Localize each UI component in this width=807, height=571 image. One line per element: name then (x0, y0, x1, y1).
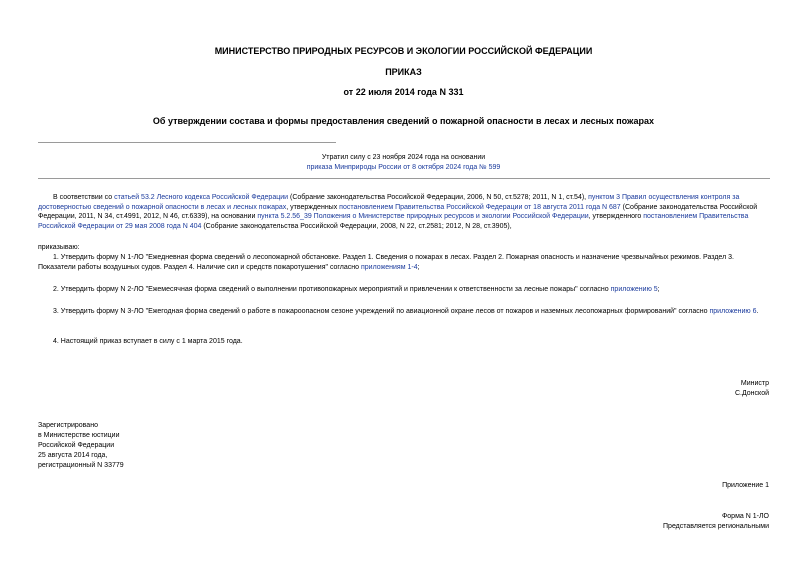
appendix-5-link[interactable]: приложению 5 (610, 286, 658, 293)
item-3-end: . (756, 308, 759, 315)
registration-line-5: регистрационный N 33779 (38, 462, 124, 469)
appendix-label: Приложение 1 (722, 482, 769, 489)
status-note (0, 153, 807, 173)
ministry-heading: МИНИСТЕРСТВО ПРИРОДНЫХ РЕСУРСОВ И ЭКОЛОГИИ РОССИЙСКОЙ ФЕДЕРАЦИИ (214, 46, 593, 56)
submitted-by-label: Представляется региональными (663, 523, 769, 530)
preamble-text-6: (Собрание законодательства Российской Федерации, 2008, N 22, ст.2581; 2012, N 28, ст.3905), (201, 222, 512, 230)
item-3-text: 3. Утвердить форму N 3-ЛО "Ежегодная форма сведений о работе в пожароопасном сезоне учреждений по авиационной охране лесов от пожаров и наземных лесопожарных формирований" согласно (53, 308, 710, 315)
control-rules-link[interactable]: пунктом 3 Правил осуществления контроля за достоверностью сведений о пожарной опасности в лесах и лесных пожарах (38, 194, 740, 211)
status-note-link[interactable]: приказа Минприроды России от 8 октября 2024 года № 599 (306, 164, 501, 171)
date-number-heading: от 22 июля 2014 года N 331 (343, 87, 464, 97)
item-1-end: ; (417, 263, 420, 271)
registration-block (38, 421, 124, 471)
signature-position: Министр (740, 380, 769, 387)
order-word: приказываю: (38, 244, 80, 251)
registration-line-1: Зарегистрировано (38, 422, 98, 429)
status-note-text: Утратил силу с 23 ноября 2024 года на основании (321, 154, 486, 161)
signature-block (735, 379, 769, 399)
resolution-404-link[interactable]: постановлением Правительства Российской Федерации от 29 мая 2008 года N 404 (38, 213, 749, 230)
preamble-text-3: , утвержденных (286, 203, 340, 211)
forest-code-link[interactable]: статьей 53.2 Лесного кодекса Российской Федерации (114, 194, 289, 201)
item-2-end: ; (657, 286, 660, 293)
separator-long (38, 178, 770, 179)
resolution-687-link[interactable]: постановлением Правительства Российской Федерации от 18 августа 2011 года N 687 (339, 203, 621, 211)
preamble-paragraph (38, 193, 770, 231)
item-4: 4. Настоящий приказ вступает в силу с 1 марта 2015 года. (53, 338, 243, 345)
registration-line-3: Российской Федерации (38, 442, 115, 449)
item-2 (38, 285, 770, 295)
preamble-text-4: (Собрание законодательства Российской Федерации, 2011, N 34, ст.4991, 2012, N 46, ст.6339), на основании (38, 203, 758, 221)
appendix-6-link[interactable]: приложению 6 (709, 308, 757, 315)
document-title: Об утверждении состава и формы предоставления сведений о пожарной опасности в лесах и лесных пожарах (152, 116, 655, 126)
item-3 (38, 307, 770, 317)
signature-name: С.Донской (734, 390, 769, 397)
item-1-text: 1. Утвердить форму N 1-ЛО "Ежедневная форма сведений о лесопожарной обстановке. Раздел 1. Сведения о пожарах в лесах. Раздел 2. Пожарная опасность и назначение чрезвычайных режимов. Раздел 3. Показатели работы воздушных судов. Раздел 4. Наличие сил и средств пожаротушения" согласно (38, 254, 734, 271)
appendix-1-4-link[interactable]: приложениям 1-4 (361, 263, 418, 271)
preamble-text-2: (Собрание законодательства Российской Федерации, 2006, N 50, ст.5278; 2011, N 1, ст.54), (288, 194, 589, 201)
registration-line-4: 25 августа 2014 года, (38, 452, 108, 459)
registration-line-2: в Министерстве юстиции (38, 432, 120, 439)
item-2-text: 2. Утвердить форму N 2-ЛО "Ежемесячная форма сведений о выполнении противопожарных мероприятий и привлечении к ответственности за лесные пожары" согласно (53, 286, 611, 293)
preamble-text-5: , утвержденного (588, 213, 644, 221)
item-1 (38, 253, 770, 272)
ministry-regulation-link[interactable]: пункта 5.2.56_39 Положения о Министерстве природных ресурсов и экологии Российской Федерации (257, 213, 589, 221)
doc-type-heading: ПРИКАЗ (385, 67, 422, 77)
preamble-text-1: В соответствии со (53, 194, 115, 201)
form-label: Форма N 1-ЛО (721, 513, 769, 520)
separator-short (38, 142, 336, 143)
